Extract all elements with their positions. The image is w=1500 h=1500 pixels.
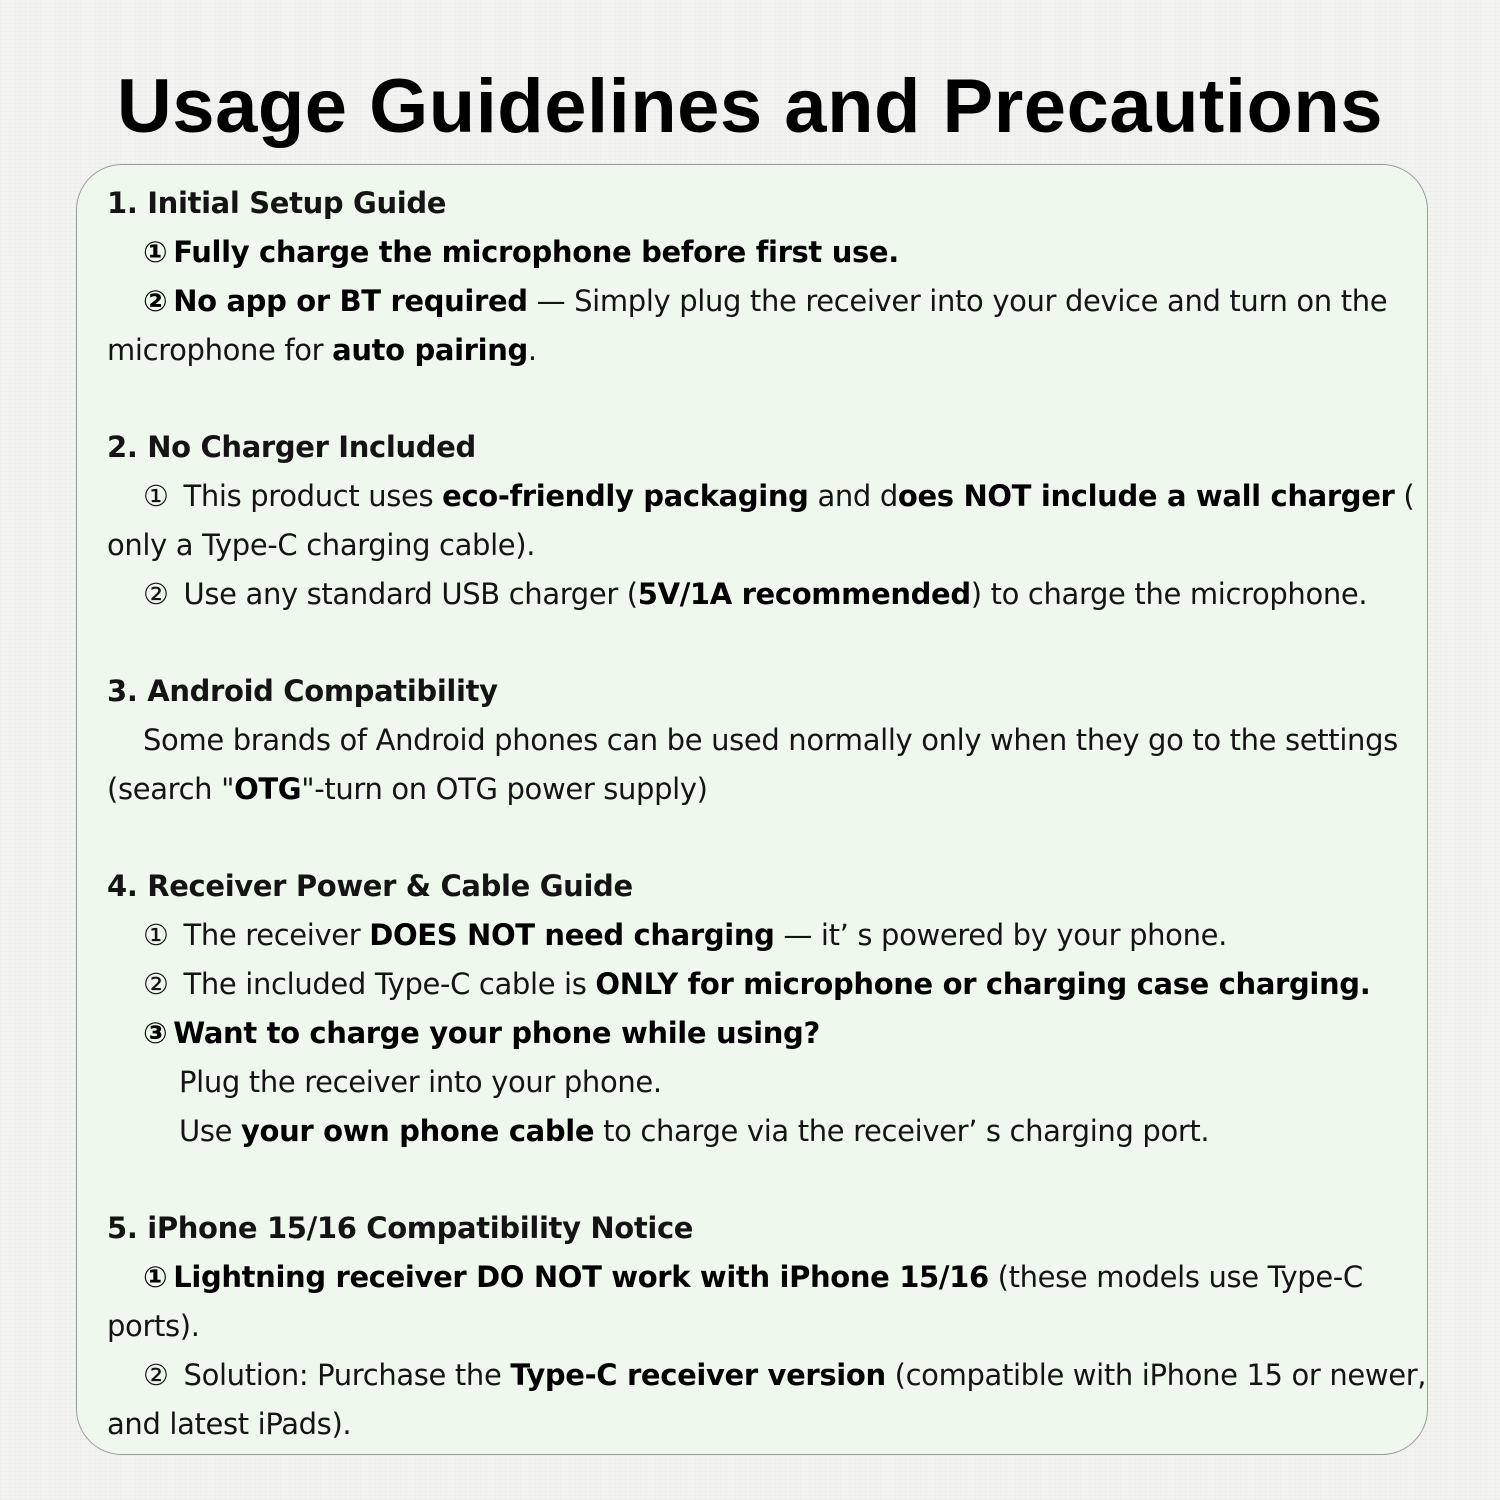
section-1-heading: 1. Initial Setup Guide: [107, 186, 447, 220]
page-title: Usage Guidelines and Precautions: [116, 64, 1384, 149]
section-1-item-1: ① Fully charge the microphone before first use.: [143, 235, 899, 269]
section-3-heading: 3. Android Compatibility: [107, 674, 498, 708]
guidelines-panel: [76, 164, 1428, 1455]
section-5-item-1-cont: ports).: [107, 1309, 200, 1343]
section-2-item-2: ② Use any standard USB charger (5V/1A recommended) to charge the microphone.: [143, 577, 1368, 611]
section-1-item-2-cont: microphone for auto pairing.: [107, 333, 537, 367]
section-3-line-2: (search "OTG"-turn on OTG power supply): [107, 772, 708, 806]
section-3-line-1: Some brands of Android phones can be used normally only when they go to the settings: [143, 723, 1398, 757]
section-2-heading: 2. No Charger Included: [107, 430, 476, 464]
section-2-item-1-cont: only a Type-C charging cable).: [107, 528, 536, 562]
section-4-sub-2: Use your own phone cable to charge via the receiver’ s charging port.: [179, 1114, 1210, 1148]
section-4-item-3: ③ Want to charge your phone while using?: [143, 1016, 820, 1050]
section-5-item-1: ① Lightning receiver DO NOT work with iPhone 15/16 (these models use Type-C: [143, 1260, 1363, 1294]
section-4-heading: 4. Receiver Power & Cable Guide: [107, 869, 633, 903]
section-2-item-1: ① This product uses eco-friendly packaging and does NOT include a wall charger (: [143, 479, 1415, 513]
section-4-item-2: ② The included Type-C cable is ONLY for microphone or charging case charging.: [143, 967, 1371, 1001]
section-1-item-2: ② No app or BT required — Simply plug the receiver into your device and turn on the: [143, 284, 1388, 318]
section-5-item-2: ② Solution: Purchase the Type-C receiver version (compatible with iPhone 15 or newer,: [143, 1358, 1427, 1392]
section-5-item-2-cont: and latest iPads).: [107, 1407, 352, 1441]
section-5-heading: 5. iPhone 15/16 Compatibility Notice: [107, 1211, 694, 1245]
section-4-sub-1: Plug the receiver into your phone.: [179, 1065, 662, 1099]
section-4-item-1: ① The receiver DOES NOT need charging — it’ s powered by your phone.: [143, 918, 1227, 952]
